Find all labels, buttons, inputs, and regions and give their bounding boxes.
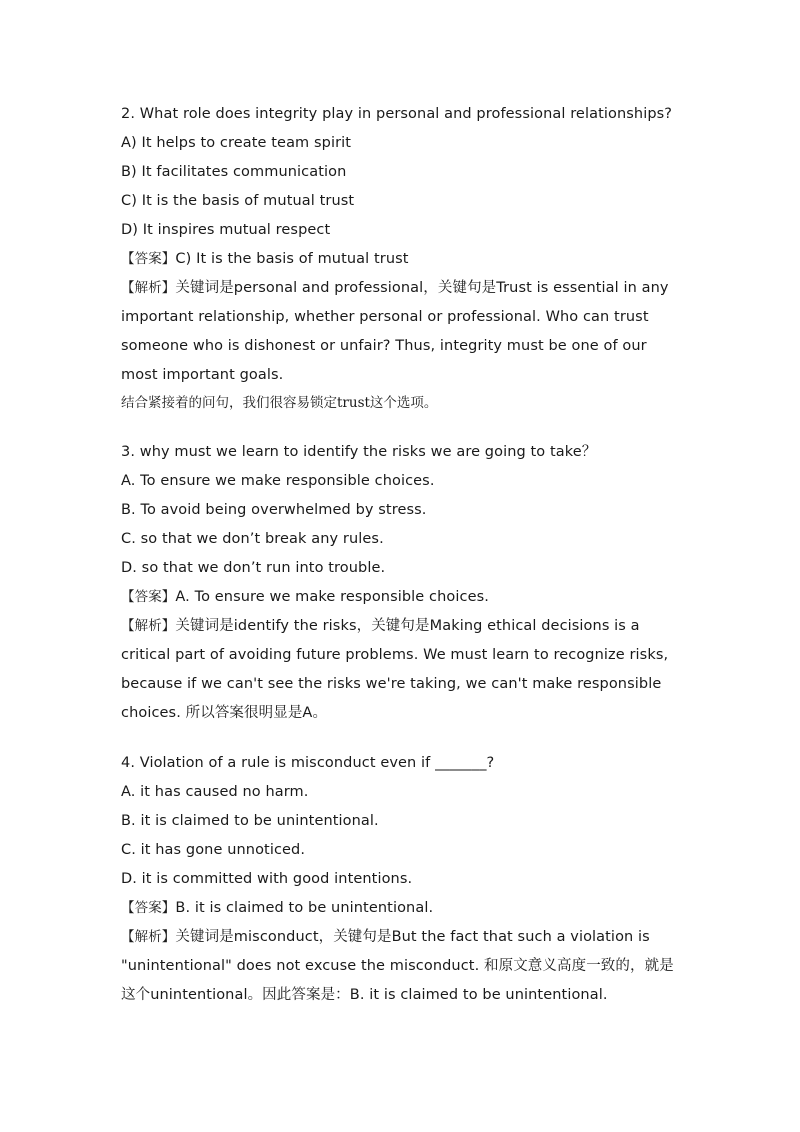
option-c: C. it has gone unnoticed. [121,842,306,858]
option-b: B. it is claimed to be unintentional. [121,813,379,829]
question-stem: 2. What role does integrity play in personal and professional relationships? [121,106,673,122]
analysis-tag: 【解析】 [121,618,176,634]
analysis-tag: 【解析】 [121,280,176,296]
analysis-paragraph [121,612,681,728]
analysis-paragraph [121,923,681,1010]
answer-text: C) It is the basis of mutual trust [175,251,409,267]
option-d: D) It inspires mutual respect [121,222,331,238]
analysis-note: 结合紧接着的问句，我们很容易锁定trust这个选项。 [121,395,438,411]
question-stem: 3. why must we learn to identify the risks we are going to take？ [121,444,597,460]
answer-tag: 【答案】 [121,900,176,916]
document-page [121,100,681,1031]
question-stem: 4. Violation of a rule is misconduct even if _______? [121,755,495,771]
option-a: A) It helps to create team spirit [121,135,352,151]
analysis-paragraph [121,274,681,390]
option-b: B. To avoid being overwhelmed by stress. [121,502,427,518]
answer-line [121,894,681,923]
option-d: D. so that we don’t run into trouble. [121,560,386,576]
option-a: A. To ensure we make responsible choices. [121,473,435,489]
question-block-4 [121,749,681,1010]
question-block-2 [121,100,681,417]
analysis-text: 关键词是identify the risks，关键句是Making ethical decisions is a critical part of avoiding future problems. We must learn to recognize risks, because if we can't see the risks we're taking, we can't make responsible choices. 所以答案很明显是A。 [121,618,669,721]
answer-tag: 【答案】 [121,589,176,605]
option-c: C. so that we don’t break any rules. [121,531,384,547]
answer-text: A. To ensure we make responsible choices. [175,589,489,605]
answer-line [121,583,681,612]
option-c: C) It is the basis of mutual trust [121,193,355,209]
option-b: B) It facilitates communication [121,164,347,180]
question-block-3 [121,438,681,728]
analysis-text: 关键词是personal and professional，关键句是Trust is essential in any important relationship, whether personal or professional. Who can trust someone who is dishonest or unfair? Thus, integrity must be one of our most important goals. [121,280,669,383]
answer-tag: 【答案】 [121,251,176,267]
analysis-text: 关键词是misconduct，关键句是But the fact that such a violation is "unintentional" does not excuse the misconduct. 和原文意义高度一致的，就是这个unintentional。因此答案是：B. it is claimed to be unintentional. [121,929,674,1003]
answer-line [121,245,681,274]
answer-text: B. it is claimed to be unintentional. [175,900,434,916]
option-d: D. it is committed with good intentions. [121,871,413,887]
analysis-tag: 【解析】 [121,929,176,945]
option-a: A. it has caused no harm. [121,784,309,800]
